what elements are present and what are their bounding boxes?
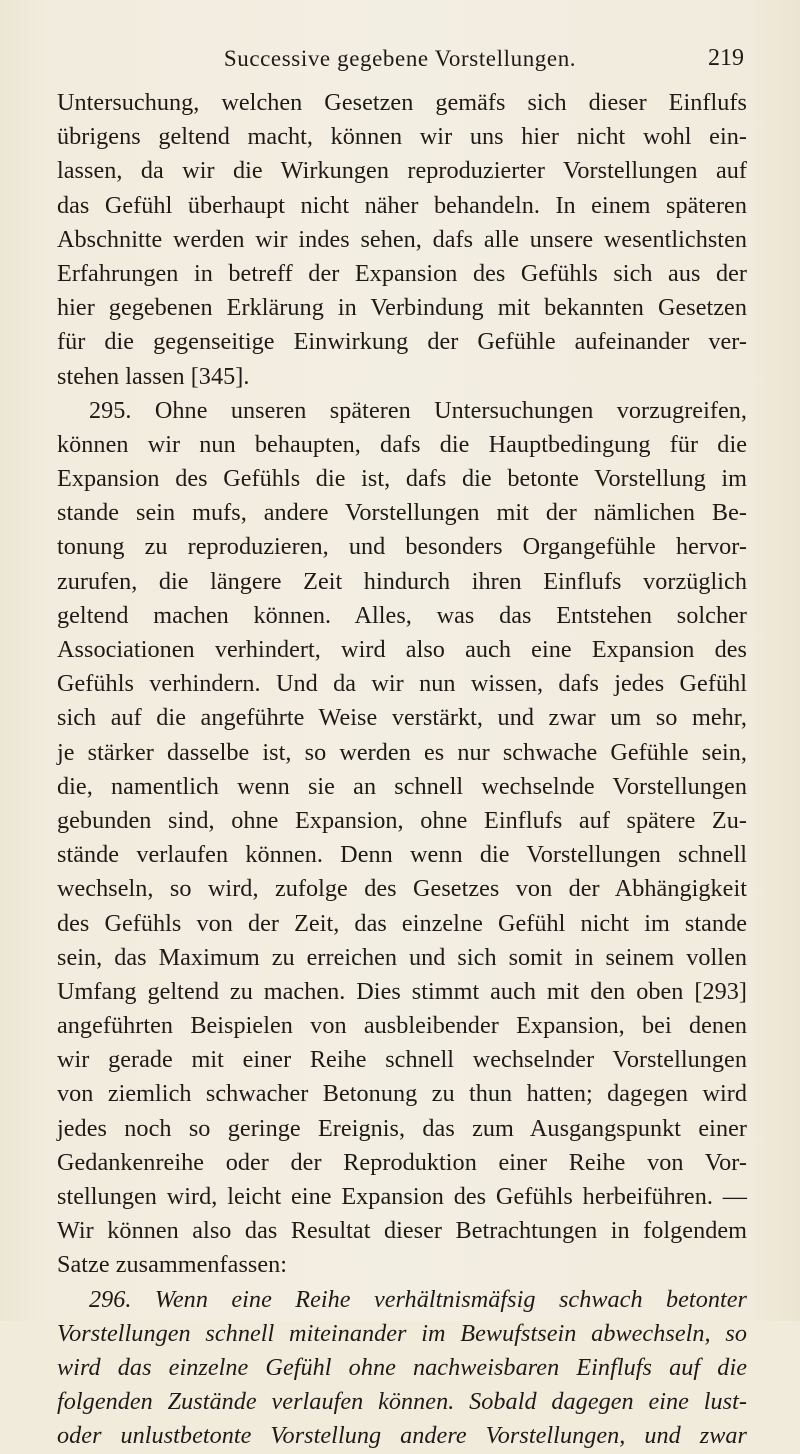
- text-line: das Gefühl überhaupt nicht näher behandeln. In einem späteren: [57, 191, 747, 219]
- text-line: stehen lassen [345].: [57, 362, 250, 390]
- text-line: wechseln, so wird, zufolge des Gesetzes von der Abhängigkeit: [57, 875, 747, 903]
- text-line: sich auf die angeführte Weise verstärkt, und zwar um so mehr,: [57, 704, 747, 732]
- text-line: können wir nun behaupten, dafs die Hauptbedingung für die: [57, 430, 747, 458]
- text-line: des Gefühls von der Zeit, das einzelne Gefühl nicht im stande: [57, 909, 747, 937]
- text-line: angeführten Beispielen von ausbleibender Expansion, bei denen: [57, 1012, 747, 1040]
- text-line: folgenden Zustände verlaufen können. Sobald dagegen eine lust-: [57, 1388, 747, 1416]
- text-line: Untersuchung, welchen Gesetzen gemäfs sich dieser Einflufs: [57, 89, 747, 116]
- text-line: lassen, da wir die Wirkungen reproduzierter Vorstellungen auf: [57, 157, 747, 185]
- text-line: oder unlustbetonte Vorstellung andere Vorstellungen, und zwar: [57, 1422, 747, 1450]
- text-line: Satze zusammenfassen:: [57, 1251, 288, 1279]
- text-line: 295. Ohne unseren späteren Untersuchungen vorzugreifen,: [89, 396, 747, 424]
- text-line: Wir können also das Resultat dieser Betrachtungen in folgendem: [57, 1217, 747, 1245]
- text-line: wir gerade mit einer Reihe schnell wechselnder Vorstellungen: [57, 1046, 747, 1074]
- text-line: für die gegenseitige Einwirkung der Gefühle aufeinander ver-: [57, 328, 747, 356]
- text-line: sein, das Maximum zu erreichen und sich somit in seinem vollen: [57, 943, 747, 971]
- text-line: stande sein mufs, andere Vorstellungen mit der nämlichen Be-: [57, 499, 747, 527]
- text-line: wird das einzelne Gefühl ohne nachweisbaren Einflufs auf die: [57, 1353, 747, 1381]
- page-header: [0, 46, 800, 78]
- text-line: geltend machen können. Alles, was das Entstehen solcher: [57, 601, 747, 629]
- text-line: zurufen, die längere Zeit hindurch ihren Einflufs vorzüglich: [57, 567, 747, 595]
- text-line: Gefühls verhindern. Und da wir nun wissen, dafs jedes Gefühl: [57, 670, 747, 698]
- page-number: 219: [708, 45, 744, 71]
- body-text: [57, 86, 747, 1454]
- text-line: 296. Wenn eine Reihe verhältnismäfsig schwach betonter: [89, 1285, 747, 1313]
- text-line: stellungen wird, leicht eine Expansion des Gefühls herbeiführen. —: [57, 1183, 747, 1210]
- text-line: Expansion des Gefühls die ist, dafs die betonte Vorstellung im: [57, 465, 747, 493]
- text-line: Associationen verhindert, wird also auch eine Expansion des: [57, 636, 747, 663]
- text-line: von ziemlich schwacher Betonung zu thun hatten; dagegen wird: [57, 1080, 747, 1108]
- text-line: die, namentlich wenn sie an schnell wechselnde Vorstellungen: [57, 772, 747, 800]
- text-line: tonung zu reproduzieren, und besonders Organgefühle hervor-: [57, 533, 747, 561]
- text-line: stände verlaufen können. Denn wenn die Vorstellungen schnell: [57, 841, 747, 869]
- running-title: Successive gegebene Vorstellungen.: [223, 46, 577, 71]
- text-line: Gedankenreihe oder der Reproduktion einer Reihe von Vor-: [57, 1148, 747, 1176]
- text-line: Vorstellungen schnell miteinander im Bewufstsein abwechseln, so: [57, 1319, 747, 1347]
- text-line: gebunden sind, ohne Expansion, ohne Einflufs auf spätere Zu-: [57, 806, 747, 834]
- text-line: Abschnitte werden wir indes sehen, dafs alle unsere wesentlichsten: [57, 225, 747, 253]
- text-line: übrigens geltend macht, können wir uns hier nicht wohl ein-: [57, 123, 747, 151]
- text-line: hier gegebenen Erklärung in Verbindung mit bekannten Gesetzen: [57, 294, 747, 322]
- text-line: Erfahrungen in betreff der Expansion des Gefühls sich aus der: [57, 259, 747, 287]
- text-line: Umfang geltend zu machen. Dies stimmt auch mit den oben [293]: [57, 977, 747, 1005]
- text-line: jedes noch so geringe Ereignis, das zum Ausgangspunkt einer: [57, 1114, 747, 1142]
- text-line: je stärker dasselbe ist, so werden es nur schwache Gefühle sein,: [57, 738, 747, 766]
